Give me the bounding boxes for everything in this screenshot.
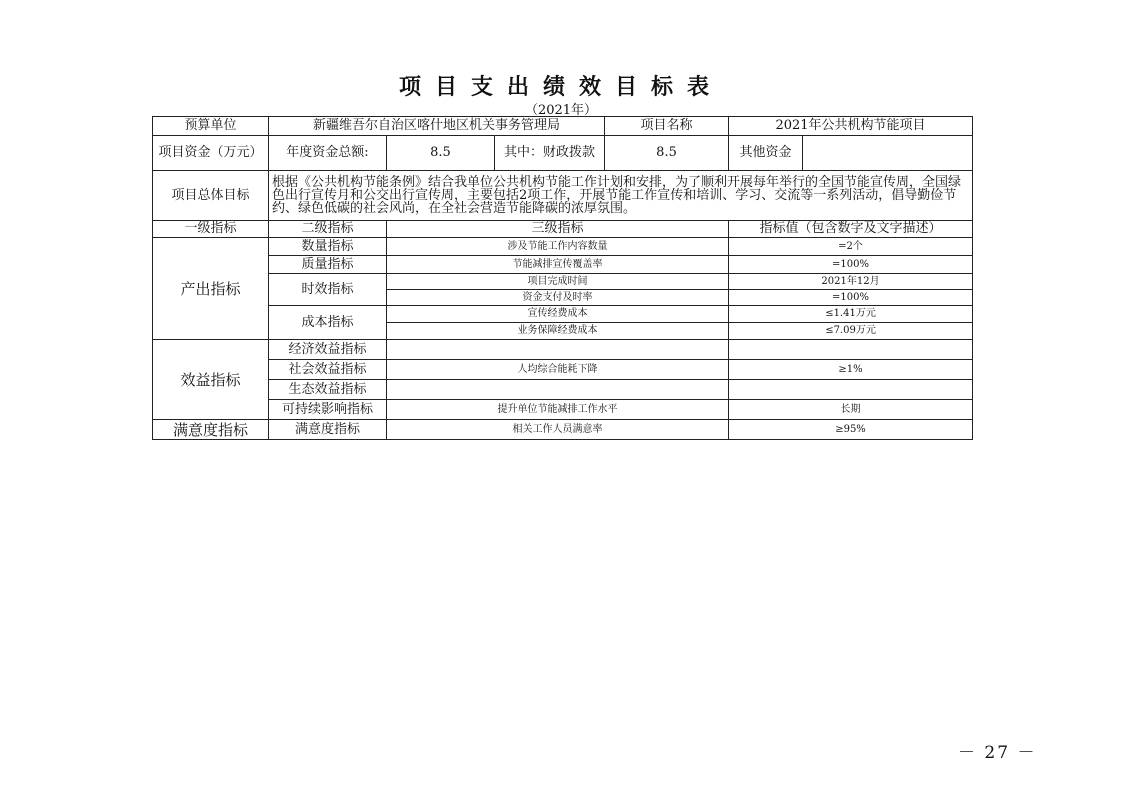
- col-value-header: 指标值（包含数字及文字描述）: [729, 221, 973, 238]
- indicator-name: 业务保障经费成本: [387, 323, 729, 340]
- table-row: [153, 274, 973, 290]
- satisfaction-sub-label: 满意度指标: [269, 420, 387, 440]
- budget-unit-label: 预算单位: [153, 117, 269, 136]
- economic-indicator-label: 经济效益指标: [269, 340, 387, 360]
- indicator-name: 项目完成时间: [387, 274, 729, 290]
- indicator-value: =100%: [729, 290, 973, 306]
- goal-label: 项目总体目标: [153, 171, 269, 221]
- quality-indicator-label: 质量指标: [269, 256, 387, 274]
- table-row: [153, 306, 973, 323]
- indicator-name: 涉及节能工作内容数量: [387, 238, 729, 256]
- annual-total-label: 年度资金总额:: [269, 136, 387, 171]
- col-level1-header: 一级指标: [153, 221, 269, 238]
- table-row: [153, 420, 973, 440]
- col-level3-header: 三级指标: [387, 221, 729, 238]
- performance-target-table: [152, 116, 973, 440]
- indicator-value: =2个: [729, 238, 973, 256]
- ecological-indicator-label: 生态效益指标: [269, 380, 387, 400]
- fiscal-label: 其中：财政拨款: [495, 136, 605, 171]
- indicator-value: 长期: [729, 400, 973, 420]
- output-indicator-label: 产出指标: [153, 238, 269, 340]
- fiscal-value: 8.5: [605, 136, 729, 171]
- col-level2-header: 二级指标: [269, 221, 387, 238]
- table-row: [153, 360, 973, 380]
- table-row: [153, 380, 973, 400]
- other-funds-label: 其他资金: [729, 136, 803, 171]
- budget-unit-value: 新疆维吾尔自治区喀什地区机关事务管理局: [269, 117, 605, 136]
- quantity-indicator-label: 数量指标: [269, 238, 387, 256]
- social-indicator-label: 社会效益指标: [269, 360, 387, 380]
- project-name-value: 2021年公共机构节能项目: [729, 117, 973, 136]
- indicator-value: ≥95%: [729, 420, 973, 440]
- other-funds-value: [803, 136, 973, 171]
- indicator-value: =100%: [729, 256, 973, 274]
- page-title: 项目支出绩效目标表: [398, 75, 723, 100]
- indicator-value: [729, 340, 973, 360]
- indicator-value: 2021年12月: [729, 274, 973, 290]
- satisfaction-indicator-label: 满意度指标: [153, 420, 269, 440]
- indicator-value: ≤1.41万元: [729, 306, 973, 323]
- indicator-value: [729, 380, 973, 400]
- goal-row: [153, 171, 973, 221]
- year-subtitle: （2021年）: [524, 103, 598, 118]
- indicator-name: 相关工作人员满意率: [387, 420, 729, 440]
- funds-label: 项目资金（万元）: [153, 136, 269, 171]
- header-row: [153, 117, 973, 136]
- time-indicator-label: 时效指标: [269, 274, 387, 306]
- cost-indicator-label: 成本指标: [269, 306, 387, 340]
- annual-total-value: 8.5: [387, 136, 495, 171]
- indicator-value: ≥1%: [729, 360, 973, 380]
- sustainable-indicator-label: 可持续影响指标: [269, 400, 387, 420]
- indicator-name: 资金支付及时率: [387, 290, 729, 306]
- table-row: [153, 238, 973, 256]
- goal-text: 根据《公共机构节能条例》结合我单位公共机构节能工作计划和安排，为了顺利开展每年举行的全国节能宣传周，全国绿色出行宣传月和公交出行宣传周，主要包括2项工作，开展节能工作宣传和培训、学习、交流等一系列活动，倡导勤俭节约、绿色低碳的社会风尚，在全社会营造节能降碳的浓厚氛围。: [269, 171, 973, 221]
- page-number: － 27 －: [958, 743, 1037, 763]
- column-header-row: [153, 221, 973, 238]
- indicator-name: 宣传经费成本: [387, 306, 729, 323]
- indicator-name: 节能减排宣传覆盖率: [387, 256, 729, 274]
- project-name-label: 项目名称: [605, 117, 729, 136]
- benefit-indicator-label: 效益指标: [153, 340, 269, 420]
- table-row: [153, 340, 973, 360]
- indicator-value: ≤7.09万元: [729, 323, 973, 340]
- funds-row: [153, 136, 973, 171]
- indicator-name: [387, 380, 729, 400]
- indicator-name: 人均综合能耗下降: [387, 360, 729, 380]
- table-row: [153, 256, 973, 274]
- table-row: [153, 400, 973, 420]
- indicator-name: [387, 340, 729, 360]
- indicator-name: 提升单位节能减排工作水平: [387, 400, 729, 420]
